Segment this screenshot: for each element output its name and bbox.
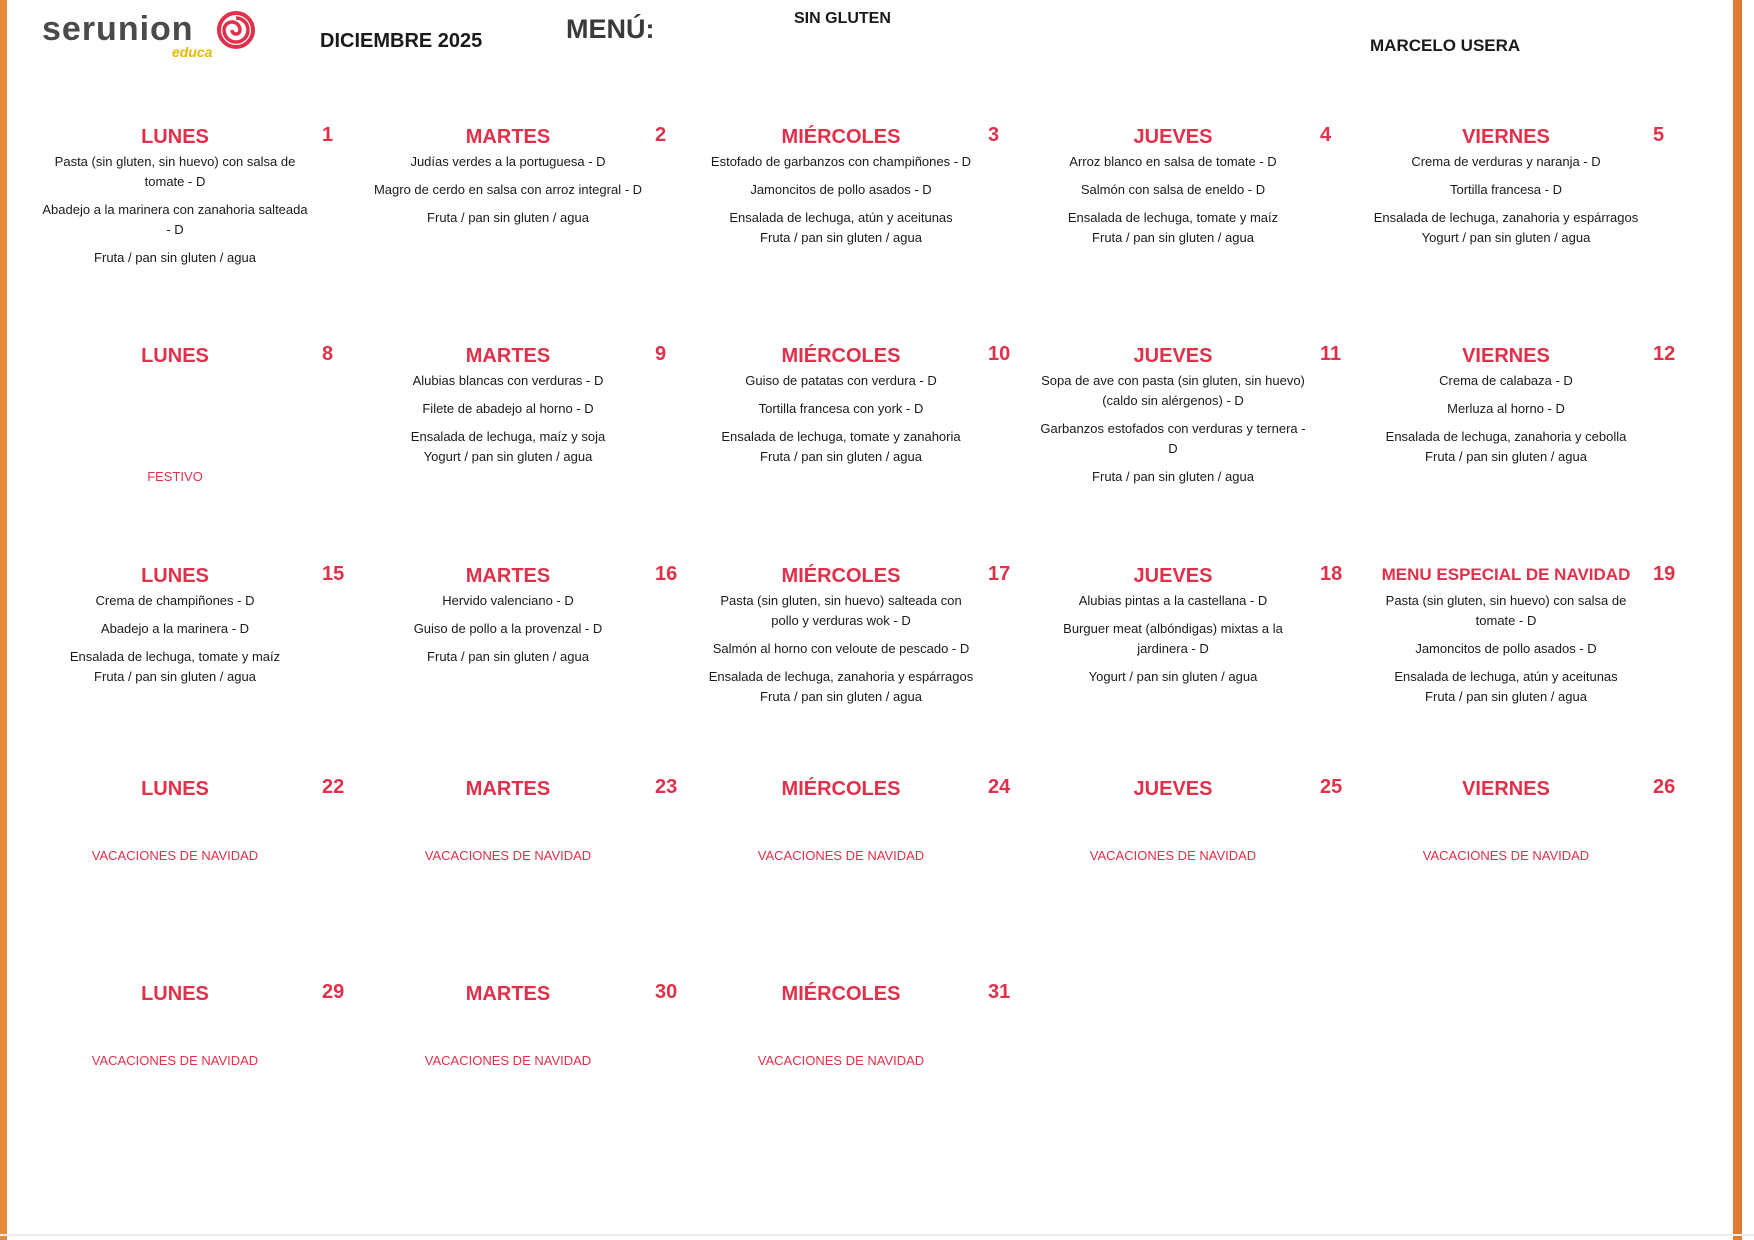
dish-list (706, 591, 976, 715)
dish-item: Ensalada de lechuga, tomate y maíz (1067, 210, 1279, 225)
dish-item: Sopa de ave con pasta (sin gluten, sin huevo) (caldo sin alérgenos) - D (1041, 373, 1305, 408)
day-name: MIÉRCOLES (781, 983, 901, 1005)
dish-item: Ensalada de lechuga, maíz y soja (410, 429, 606, 444)
dish-item: Yogurt / pan sin gluten / agua (1088, 669, 1258, 684)
dish-item: Garbanzos estofados con verduras y ternera - D (1040, 421, 1306, 456)
dish-list (1371, 591, 1641, 715)
day-note: VACACIONES DE NAVIDAD (424, 848, 592, 863)
day-name: VIERNES (1462, 126, 1550, 148)
day-number: 22 (322, 776, 345, 798)
dish-item: Abadejo a la marinera con zanahoria salteada - D (42, 202, 308, 237)
dish-list (1038, 371, 1308, 495)
day-number: 12 (1653, 343, 1676, 365)
dish-item: Tortilla francesa - D (1450, 182, 1562, 197)
day-number: 19 (1653, 563, 1676, 585)
day-name: MARTES (465, 126, 551, 148)
spiral-logo-icon (216, 10, 256, 50)
dish-list (1371, 152, 1641, 256)
day-name: MARTES (465, 983, 551, 1005)
day-cell (373, 776, 678, 968)
dish-item: Fruta / pan sin gluten / agua (94, 669, 256, 684)
day-number: 3 (988, 124, 1000, 146)
day-number: 11 (1320, 343, 1342, 365)
dish-item: Salmón con salsa de eneldo - D (1080, 182, 1266, 197)
day-name: LUNES (141, 565, 209, 587)
day-cell (706, 343, 1011, 535)
day-number: 4 (1320, 124, 1332, 146)
dish-item: Jamoncitos de pollo asados - D (750, 182, 932, 197)
dish-item: Fruta / pan sin gluten / agua (760, 230, 922, 245)
day-cell (40, 776, 345, 968)
day-number: 29 (322, 981, 345, 1003)
dish-item: Tortilla francesa con york - D (758, 401, 924, 416)
day-number: 25 (1320, 776, 1343, 798)
day-name: MARTES (465, 565, 551, 587)
dish-item: Jamoncitos de pollo asados - D (1415, 641, 1597, 656)
dish-item: Hervido valenciano - D (442, 593, 574, 608)
day-note: VACACIONES DE NAVIDAD (1089, 848, 1257, 863)
bottom-edge-line (0, 1234, 1754, 1236)
dish-item: Pasta (sin gluten, sin huevo) con salsa de tomate - D (54, 154, 296, 189)
day-number: 23 (655, 776, 678, 798)
day-cell (40, 343, 334, 535)
day-name: JUEVES (1133, 126, 1213, 148)
day-name: MENU ESPECIAL DE NAVIDAD (1381, 565, 1631, 584)
day-cell (1371, 343, 1676, 535)
menu-label: MENÚ: (566, 14, 655, 44)
dish-item: Ensalada de lechuga, zanahoria y cebolla (1385, 429, 1627, 444)
day-name: LUNES (141, 983, 209, 1005)
dish-item: Alubias pintas a la castellana - D (1078, 593, 1268, 608)
dish-item: Fruta / pan sin gluten / agua (427, 210, 589, 225)
dish-item: Ensalada de lechuga, atún y aceitunas (1394, 669, 1618, 684)
day-number: 17 (988, 563, 1011, 585)
day-cell (1371, 563, 1676, 755)
dish-item: Fruta / pan sin gluten / agua (427, 649, 589, 664)
day-cell (1371, 776, 1676, 968)
menu-month: DICIEMBRE 2025 (320, 30, 483, 52)
day-number: 10 (988, 343, 1011, 365)
dish-list (1038, 591, 1308, 695)
day-name: LUNES (141, 778, 209, 800)
day-number: 18 (1320, 563, 1343, 585)
dish-item: Fruta / pan sin gluten / agua (1425, 449, 1587, 464)
day-number: 16 (655, 563, 678, 585)
day-note: FESTIVO (147, 469, 203, 484)
day-cell (373, 563, 678, 755)
day-cell (373, 981, 678, 1173)
dish-item: Guiso de pollo a la provenzal - D (413, 621, 603, 636)
day-name: MIÉRCOLES (781, 565, 901, 587)
dish-list (706, 152, 976, 256)
day-name: JUEVES (1133, 345, 1213, 367)
day-name: LUNES (141, 345, 209, 367)
dish-item: Ensalada de lechuga, tomate y zanahoria (721, 429, 961, 444)
day-cell (1038, 343, 1342, 535)
day-number: 2 (655, 124, 667, 146)
dish-list (373, 152, 643, 236)
dish-item: Magro de cerdo en salsa con arroz integral - D (373, 182, 643, 197)
day-number: 24 (988, 776, 1011, 798)
dish-item: Ensalada de lechuga, tomate y maíz (69, 649, 281, 664)
day-note: VACACIONES DE NAVIDAD (424, 1053, 592, 1068)
dish-item: Fruta / pan sin gluten / agua (1092, 230, 1254, 245)
dish-item: Yogurt / pan sin gluten / agua (1421, 230, 1591, 245)
day-name: LUNES (141, 126, 209, 148)
day-number: 1 (322, 124, 334, 146)
left-edge-band (0, 0, 7, 1240)
day-name: MARTES (465, 345, 551, 367)
right-edge-band (1733, 0, 1742, 1240)
dish-item: Crema de calabaza - D (1439, 373, 1573, 388)
day-name: MARTES (465, 778, 551, 800)
day-cell (373, 343, 667, 535)
day-name: VIERNES (1462, 345, 1550, 367)
dish-item: Estofado de garbanzos con champiñones - D (710, 154, 972, 169)
day-cell (373, 124, 667, 316)
dish-item: Crema de champiñones - D (95, 593, 255, 608)
dish-item: Guiso de patatas con verdura - D (745, 373, 937, 388)
day-cell (40, 124, 334, 316)
dish-item: Ensalada de lechuga, zanahoria y espárragos (1373, 210, 1639, 225)
day-cell (40, 563, 345, 755)
dish-item: Abadejo a la marinera - D (100, 621, 250, 636)
day-note: VACACIONES DE NAVIDAD (757, 1053, 925, 1068)
dish-list (373, 591, 643, 675)
day-number: 5 (1653, 124, 1665, 146)
day-number: 26 (1653, 776, 1676, 798)
day-number: 30 (655, 981, 678, 1003)
dish-list (373, 371, 643, 475)
logo-subtitle: educa (172, 44, 213, 60)
day-note: VACACIONES DE NAVIDAD (1422, 848, 1590, 863)
dish-item: Pasta (sin gluten, sin huevo) salteada con pollo y verduras wok - D (720, 593, 962, 628)
day-name: VIERNES (1462, 778, 1550, 800)
day-cell (40, 981, 345, 1173)
day-number: 9 (655, 343, 667, 365)
dish-list (1038, 152, 1308, 256)
dish-list (706, 371, 976, 475)
dish-item: Alubias blancas con verduras - D (412, 373, 604, 388)
dish-item: Crema de verduras y naranja - D (1411, 154, 1601, 169)
day-note: VACACIONES DE NAVIDAD (91, 1053, 259, 1068)
dish-item: Pasta (sin gluten, sin huevo) con salsa de tomate - D (1385, 593, 1627, 628)
day-name: JUEVES (1133, 778, 1213, 800)
logo-wordmark: serunion (42, 10, 194, 48)
dish-list (40, 591, 310, 695)
day-number: 31 (988, 981, 1011, 1003)
dish-item: Fruta / pan sin gluten / agua (1425, 689, 1587, 704)
school-name: MARCELO USERA (1370, 36, 1521, 55)
day-name: JUEVES (1133, 565, 1213, 587)
dish-item: Ensalada de lechuga, zanahoria y espárragos (708, 669, 974, 684)
dish-item: Burguer meat (albóndigas) mixtas a la jardinera - D (1063, 621, 1283, 656)
day-cell (1371, 124, 1665, 316)
dish-item: Yogurt / pan sin gluten / agua (423, 449, 593, 464)
dish-item: Fruta / pan sin gluten / agua (760, 449, 922, 464)
day-cell (706, 981, 1011, 1173)
dish-item: Arroz blanco en salsa de tomate - D (1069, 154, 1277, 169)
day-number: 15 (322, 563, 345, 585)
dish-item: Judías verdes a la portuguesa - D (410, 154, 606, 169)
day-note: VACACIONES DE NAVIDAD (91, 848, 259, 863)
dish-item: Salmón al horno con veloute de pescado - D (712, 641, 970, 656)
day-cell (1038, 563, 1343, 755)
day-cell (706, 563, 1011, 755)
dish-list (40, 152, 310, 276)
day-cell (1038, 124, 1332, 316)
dish-item: Merluza al horno - D (1447, 401, 1565, 416)
day-number: 8 (322, 343, 334, 365)
day-name: MIÉRCOLES (781, 778, 901, 800)
dish-item: Fruta / pan sin gluten / agua (760, 689, 922, 704)
day-note: VACACIONES DE NAVIDAD (757, 848, 925, 863)
day-cell (706, 776, 1011, 968)
dish-item: Ensalada de lechuga, atún y aceitunas (729, 210, 953, 225)
day-cell (1038, 776, 1343, 968)
day-cell (706, 124, 1000, 316)
dish-item: Filete de abadejo al horno - D (422, 401, 594, 416)
diet-type: SIN GLUTEN (794, 10, 891, 27)
dish-item: Fruta / pan sin gluten / agua (1092, 469, 1254, 484)
dish-list (1371, 371, 1641, 475)
dish-item: Fruta / pan sin gluten / agua (94, 250, 256, 265)
day-name: MIÉRCOLES (781, 126, 901, 148)
day-name: MIÉRCOLES (781, 345, 901, 367)
serunion-logo (42, 10, 282, 60)
